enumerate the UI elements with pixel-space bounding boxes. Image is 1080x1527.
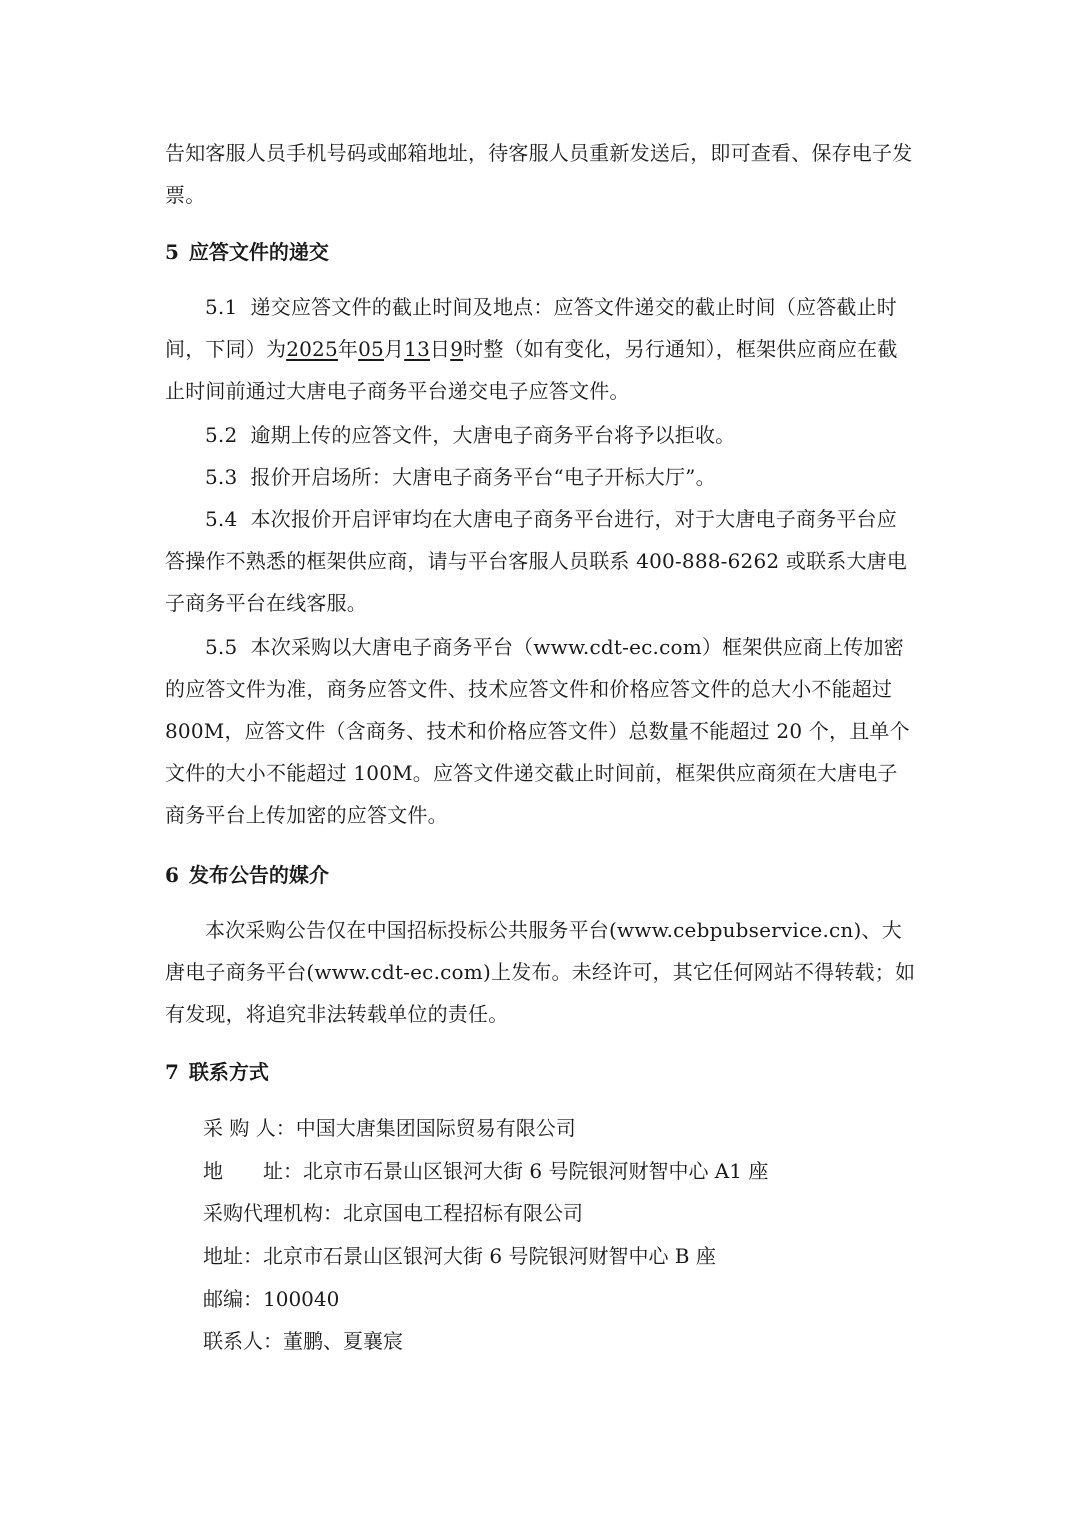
paragraph-5-4 (165, 498, 917, 624)
paragraph-intro (165, 132, 917, 216)
clause-text: 本次采购以大唐电子商务平台（www.cdt-ec.com）框架供应商上传加密的应答文件为准，商务应答文件、技术应答文件和价格应答文件的总大小不能超过 800M，应答文件（含商务、技术和价格应答文件）总数量不能超过 20 个，且单个文件的大小不能超过 100M。应答文件递交截止时间前，框架供应商须在大唐电子商务平台上传加密的应答文件。 (165, 635, 910, 827)
paragraph-6 (165, 909, 917, 1035)
clause-text: 本次报价开启评审均在大唐电子商务平台进行，对于大唐电子商务平台应答操作不熟悉的框架供应商，请与平台客服人员联系 400-888-6262 或联系大唐电子商务平台在线客服。 (165, 507, 908, 615)
section-6-heading (165, 860, 329, 890)
contact-address-1: 地 址：北京市石景山区银河大街 6 号院银河财智中心 A1 座 (203, 1159, 769, 1183)
section-title: 联系方式 (188, 1060, 269, 1084)
paragraph-5-1 (165, 286, 917, 412)
section-title: 发布公告的媒介 (188, 863, 329, 887)
paragraph-5-5 (165, 626, 917, 836)
paragraph-5-3 (165, 456, 917, 498)
paragraph-text: 本次采购公告仅在中国招标投标公共服务平台(www.cebpubservice.cn)、大唐电子商务平台(www.cdt-ec.com)上发布。未经许可，其它任何网站不得转载；如有发现，将追究非法转载单位的责任。 (165, 918, 916, 1026)
clause-number: 5.1 (205, 295, 238, 319)
section-7-heading (165, 1057, 269, 1087)
paragraph-text: 告知客服人员手机号码或邮箱地址，待客服人员重新发送后，即可查看、保存电子发票。 (165, 141, 913, 207)
contact-postcode: 邮编：100040 (203, 1287, 340, 1311)
deadline-year: 2025 (286, 337, 338, 361)
section-number: 6 (165, 863, 179, 887)
year-label: 年 (337, 337, 359, 361)
contact-agency: 采购代理机构：北京国电工程招标有限公司 (203, 1201, 583, 1225)
section-number: 5 (165, 240, 179, 264)
contact-person: 联系人：董鹏、夏襄宸 (203, 1329, 403, 1353)
section-title: 应答文件的递交 (188, 240, 329, 264)
paragraph-5-2 (165, 414, 917, 456)
deadline-day: 13 (404, 337, 431, 361)
contact-purchaser: 采 购 人：中国大唐集团国际贸易有限公司 (203, 1116, 576, 1140)
clause-number: 5.3 (205, 465, 238, 489)
section-number: 7 (165, 1060, 179, 1084)
clause-text: 报价开启场所：大唐电子商务平台“电子开标大厅”。 (250, 465, 716, 489)
clause-number: 5.2 (205, 423, 238, 447)
contact-address-2: 地址：北京市石景山区银河大街 6 号院银河财智中心 B 座 (203, 1244, 716, 1268)
clause-number: 5.4 (205, 507, 238, 531)
deadline-hour: 9 (450, 337, 464, 361)
deadline-month: 05 (358, 337, 384, 361)
day-label: 日 (430, 337, 451, 361)
section-5-heading (165, 237, 329, 267)
month-label: 月 (383, 337, 405, 361)
clause-number: 5.5 (205, 635, 238, 659)
clause-text: 时整（如有变化，另行通知），框架供应商应在截止时间前通过大唐电子商务平台递交电子应答文件。 (165, 337, 898, 403)
clause-text: 递交应答文件的截止时间及地点：应答文件递交的截止时间（应答截止时间，下同）为 (165, 295, 897, 361)
clause-text: 逾期上传的应答文件，大唐电子商务平台将予以拒收。 (250, 423, 736, 447)
